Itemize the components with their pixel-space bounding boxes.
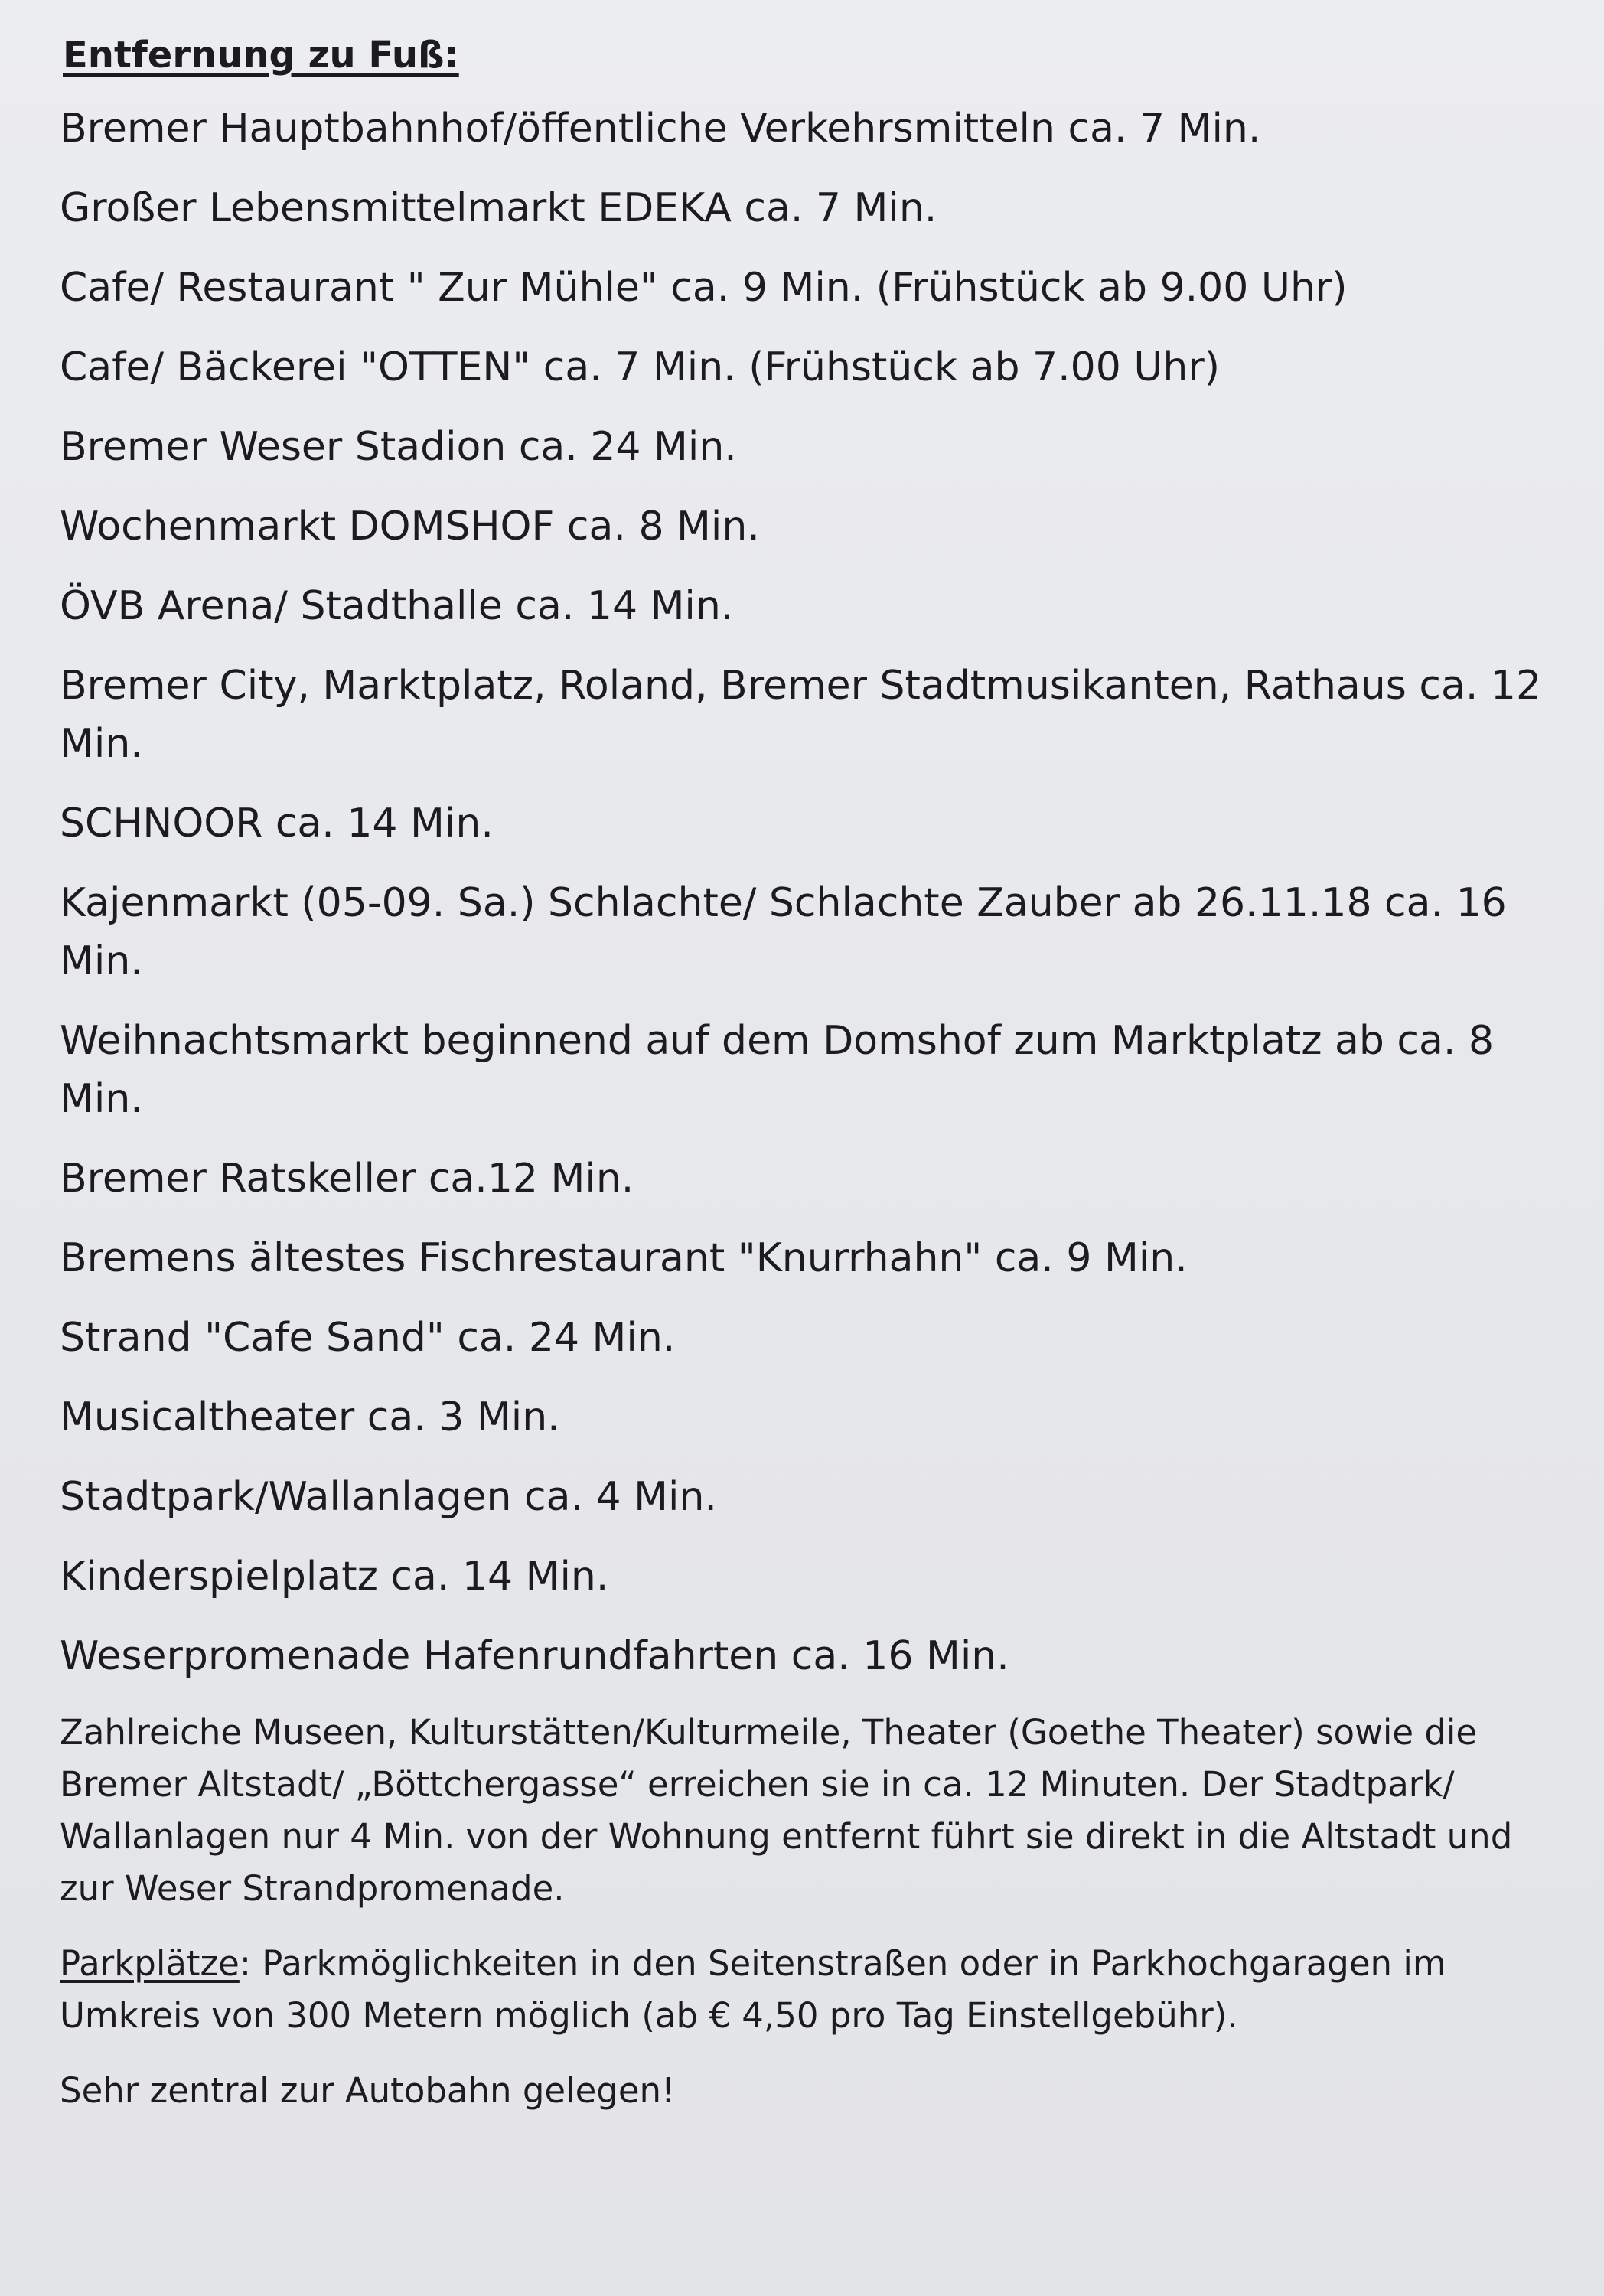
list-item: Strand "Cafe Sand" ca. 24 Min. <box>60 1315 676 1361</box>
parking-label: Parkplätze <box>60 1943 240 1984</box>
list-item: Bremer Ratskeller ca.12 Min. <box>60 1156 634 1202</box>
list-item: ÖVB Arena/ Stadthalle ca. 14 Min. <box>60 583 734 629</box>
list-item: Bremer City, Marktplatz, Roland, Bremer Stadtmusikanten, Rathaus ca. 12 Min. <box>60 663 1542 767</box>
list-item: Cafe/ Bäckerei "OTTEN" ca. 7 Min. (Frühstück ab 7.00 Uhr) <box>60 344 1220 390</box>
list-item: Musicaltheater ca. 3 Min. <box>60 1394 560 1440</box>
list-item: Cafe/ Restaurant " Zur Mühle" ca. 9 Min. (Frühstück ab 9.00 Uhr) <box>60 265 1348 311</box>
list-item: Bremer Weser Stadion ca. 24 Min. <box>60 424 737 470</box>
list-item: SCHNOOR ca. 14 Min. <box>60 801 494 846</box>
closing-paragraph: Sehr zentral zur Autobahn gelegen! <box>60 2070 676 2111</box>
list-item: Bremens ältestes Fischrestaurant "Knurrhahn" ca. 9 Min. <box>60 1235 1188 1281</box>
parking-paragraph <box>60 1938 1573 2042</box>
list-item: Kajenmarkt (05-09. Sa.) Schlachte/ Schlachte Zauber ab 26.11.18 ca. 16 Min. <box>60 880 1507 984</box>
list-item: Großer Lebensmittelmarkt EDEKA ca. 7 Min. <box>60 185 937 231</box>
list-item: Bremer Hauptbahnhof/öffentliche Verkehrsmitteln ca. 7 Min. <box>60 106 1261 152</box>
museums-paragraph: Zahlreiche Museen, Kulturstätten/Kulturmeile, Theater (Goethe Theater) sowie die Bremer Altstadt/ „Böttchergasse“ erreichen sie in ca. 12 Minuten. Der Stadtpark/ Wallanlagen nur 4 Min. von der Wohnung entfernt führt sie direkt in die Altstadt und zur Weser Strandpromenade. <box>60 1712 1513 1909</box>
list-item: Kinderspielplatz ca. 14 Min. <box>60 1554 609 1600</box>
distance-list <box>60 99 1573 1685</box>
list-item: Weihnachtsmarkt beginnend auf dem Domshof zum Marktplatz ab ca. 8 Min. <box>60 1018 1495 1122</box>
document-heading: Entfernung zu Fuß: <box>63 34 459 77</box>
list-item: Stadtpark/Wallanlagen ca. 4 Min. <box>60 1474 717 1520</box>
list-item: Wochenmarkt DOMSHOF ca. 8 Min. <box>60 504 760 550</box>
parking-text: : Parkmöglichkeiten in den Seitenstraßen oder in Parkhochgaragen im Umkreis von 300 Metern möglich (ab € 4,50 pro Tag Einstellgebühr). <box>60 1943 1446 2036</box>
list-item: Weserpromenade Hafenrundfahrten ca. 16 Min. <box>60 1633 1009 1679</box>
